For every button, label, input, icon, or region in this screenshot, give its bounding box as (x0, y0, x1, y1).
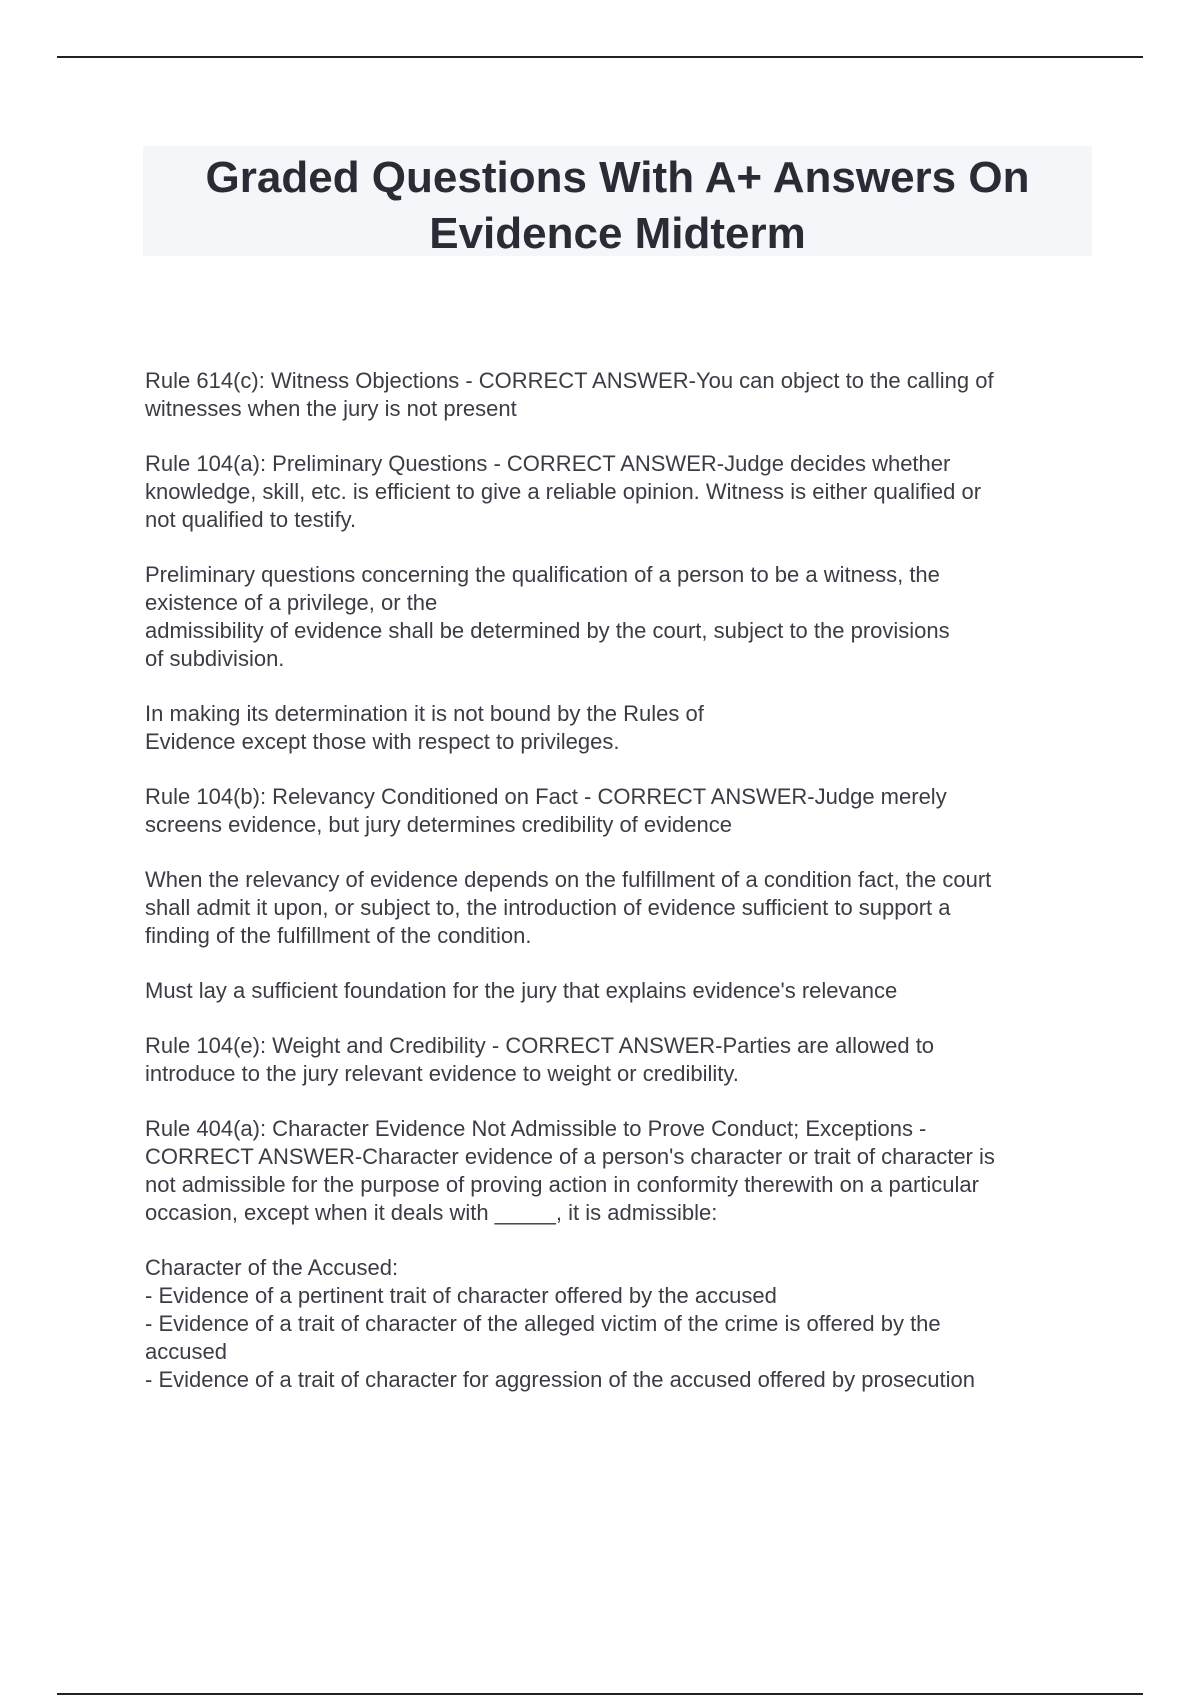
paragraph (145, 977, 1095, 1005)
text-line: In making its determination it is not bound by the Rules of (145, 701, 704, 726)
text-line: Must lay a sufficient foundation for the jury that explains evidence's relevance (145, 978, 898, 1003)
text-line: Rule 404(a): Character Evidence Not Admissible to Prove Conduct; Exceptions - (145, 1116, 927, 1141)
text-line: of subdivision. (145, 646, 285, 671)
paragraph (145, 1032, 1095, 1088)
text-line: - Evidence of a trait of character of the alleged victim of the crime is offered by the (145, 1311, 941, 1336)
paragraph (145, 1254, 1095, 1394)
text-line: admissibility of evidence shall be determined by the court, subject to the provisions (145, 618, 950, 643)
text-line: Character of the Accused: (145, 1255, 399, 1280)
paragraph (145, 367, 1095, 423)
text-line: not qualified to testify. (145, 507, 357, 532)
text-line: not admissible for the purpose of proving action in conformity therewith on a particular (145, 1172, 979, 1197)
paragraph (145, 866, 1095, 950)
text-line: Rule 104(e): Weight and Credibility - CORRECT ANSWER-Parties are allowed to (145, 1033, 935, 1058)
paragraph (145, 561, 1095, 673)
text-line: accused (145, 1339, 227, 1364)
text-line: When the relevancy of evidence depends on the fulfillment of a condition fact, the court (145, 867, 992, 892)
paragraph (145, 783, 1095, 839)
text-line: Rule 104(b): Relevancy Conditioned on Fact - CORRECT ANSWER-Judge merely (145, 784, 947, 809)
document-body (145, 367, 1095, 1421)
bottom-rule-line (57, 1693, 1143, 1695)
paragraph (145, 1115, 1095, 1227)
text-line: finding of the fulfillment of the condition. (145, 923, 532, 948)
text-line: Rule 614(c): Witness Objections - CORRECT ANSWER-You can object to the calling of (145, 368, 994, 393)
title-box (143, 146, 1092, 256)
text-line: witnesses when the jury is not present (145, 396, 517, 421)
text-line: Preliminary questions concerning the qualification of a person to be a witness, the (145, 562, 940, 587)
title-line: Evidence Midterm (429, 209, 806, 258)
text-line: knowledge, skill, etc. is efficient to give a reliable opinion. Witness is either qualified or (145, 479, 982, 504)
top-rule-line (57, 56, 1143, 58)
text-line: - Evidence of a pertinent trait of character offered by the accused (145, 1283, 777, 1308)
text-line: existence of a privilege, or the (145, 590, 438, 615)
text-line: Evidence except those with respect to privileges. (145, 729, 620, 754)
text-line: occasion, except when it deals with _____, it is admissible: (145, 1200, 718, 1225)
text-line: shall admit it upon, or subject to, the introduction of evidence sufficient to support a (145, 895, 951, 920)
paragraph (145, 450, 1095, 534)
text-line: screens evidence, but jury determines credibility of evidence (145, 812, 732, 837)
text-line: Rule 104(a): Preliminary Questions - CORRECT ANSWER-Judge decides whether (145, 451, 951, 476)
paragraph (145, 700, 1095, 756)
document-title (143, 146, 1092, 262)
title-line: Graded Questions With A+ Answers On (205, 153, 1030, 202)
text-line: introduce to the jury relevant evidence to weight or credibility. (145, 1061, 739, 1086)
text-line: CORRECT ANSWER-Character evidence of a person's character or trait of character is (145, 1144, 995, 1169)
text-line: - Evidence of a trait of character for aggression of the accused offered by prosecution (145, 1367, 975, 1392)
